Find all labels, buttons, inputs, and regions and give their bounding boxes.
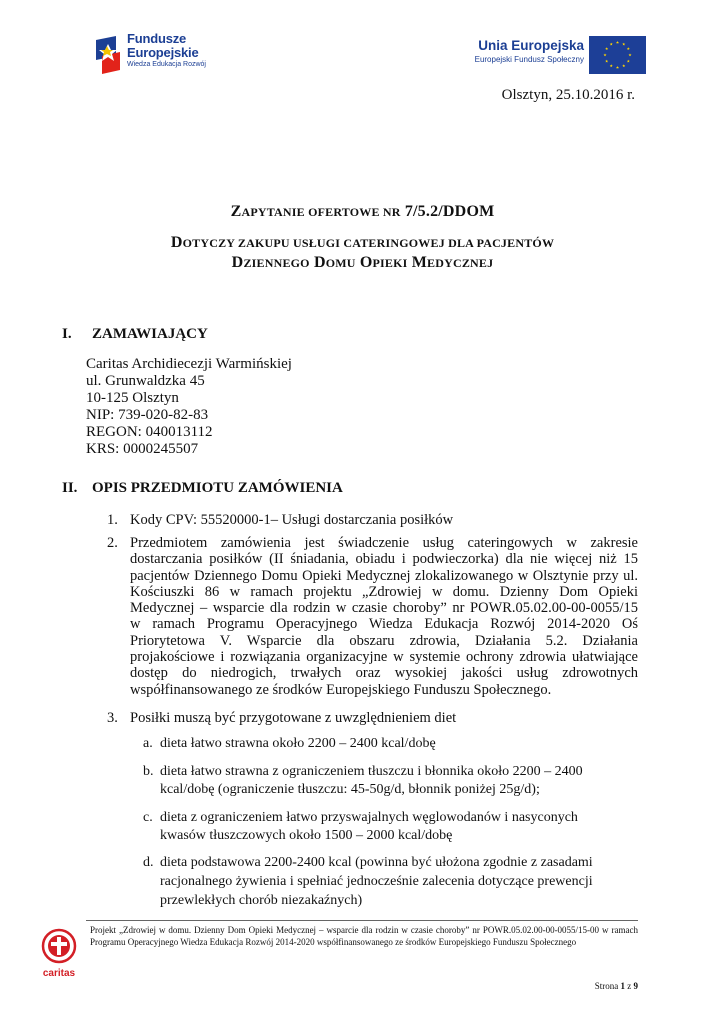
title-smallcaps: ZIENNEGO (243, 256, 310, 270)
list-item-number: 3. (107, 710, 118, 726)
section-2-number: II. (62, 480, 78, 496)
list-item-text: Kody CPV: 55520000-1– Usługi dostarczania posiłków (130, 512, 454, 528)
caritas-wordmark: caritas (42, 968, 76, 979)
unia-europejska-logo (456, 36, 646, 76)
contractor-address (86, 356, 292, 458)
sub-item-letter: c. (143, 810, 153, 825)
paragraph-line: dostęp do niedrogich, trwałych oraz wysokiej jakości usług zdrowotnych (130, 665, 638, 682)
fundusze-europejskie-mark-icon (94, 34, 124, 74)
section-2-heading: OPIS PRZEDMIOTU ZAMÓWIENIA (92, 480, 343, 496)
document-date: Olsztyn, 25.10.2016 r. (501, 87, 635, 103)
diet-b-line: dieta łatwo strawna z ograniczeniem tłuszczu i błonnika około 2200 – 2400 (160, 764, 583, 779)
fe-logo-line2: Europejskie (127, 45, 199, 60)
title-initial: D (231, 254, 244, 271)
list-item-number: 1. (107, 512, 118, 528)
paragraph-line: Medycznej – wsparcie dla rodzin w czasie choroby” nr POWR.05.02.00-00-0055/15 (130, 600, 638, 617)
caritas-logo-icon (38, 928, 80, 980)
paragraph-line: pacjentów Dziennego Domu Opieki Medycznej zlokalizowanego w Olsztynie przy ul. (130, 567, 638, 584)
fe-logo-line1: Fundusze (127, 31, 187, 46)
paragraph-line: projakościowe i rozwiązania organizacyjne w systemie ochrony zdrowia ułatwiające (130, 649, 638, 666)
contractor-regon: REGON: 040013112 (86, 424, 213, 440)
diet-d-line: racjonalnego żywienia i spełniać jednocześnie zalecenia dotyczące prewencji (160, 874, 593, 889)
contractor-krs: KRS: 0000245507 (86, 441, 199, 457)
eu-flag-icon (589, 36, 646, 74)
title-smallcaps: PIEKI (372, 256, 408, 270)
paragraph-line: Priorytetowa V. Wsparcie dla obszaru zdrowia, Działania 5.2. Działania (130, 632, 638, 649)
sub-item-letter: d. (143, 855, 154, 870)
title-smallcaps: OMU (325, 256, 356, 270)
contractor-nip: NIP: 739-020-82-83 (86, 407, 209, 423)
paragraph-line: Przedmiotem zamówienia jest świadczenie usług cateringowych w zakresie (130, 535, 638, 551)
list-item-text: Posiłki muszą być przygotowane z uwzględnieniem diet (130, 710, 457, 726)
title-initial: Z (230, 203, 242, 220)
list-item-paragraph (130, 535, 638, 698)
document-title-line1 (0, 203, 725, 221)
fe-logo-line3: Wiedza Edukacja Rozwój (127, 61, 206, 68)
page-current: 1 (620, 981, 625, 991)
diet-d-line: dieta podstawowa 2200-2400 kcal (powinna być ułożona zgodnie z zasadami (160, 855, 593, 870)
title-initial: D (313, 254, 326, 271)
title-number: 7/5.2/DDOM (400, 203, 495, 220)
page-number (595, 981, 638, 991)
sub-item-letter: a. (143, 736, 153, 751)
fundusze-europejskie-logo (94, 32, 244, 78)
title-smallcaps: OTYCZY ZAKUPU USŁUGI CATERINGOWEJ DLA PACJENTÓW (182, 236, 555, 250)
paragraph-line: współfinansowanego ze środków Europejskiego Funduszu Społecznego. (130, 681, 552, 698)
footer-project-note: Projekt „Zdrowiej w domu. Dzienny Dom Opieki Medycznej – wsparcie dla rodzin w czasie choroby” nr POWR.05.02.00-00-0055/15-00 w ramach Programu Operacyjnego Wiedza Edukacja Rozwój 2014-2020 współfinansowanego ze środków Europejskiego Funduszu Społecznego (90, 925, 638, 947)
document-title-line3 (0, 254, 725, 272)
list-item-number: 2. (107, 535, 118, 551)
section-1-heading: ZAMAWIAJĄCY (92, 326, 208, 342)
footer-divider (86, 920, 638, 921)
diet-d-line: przewlekłych chorób niezakaźnych) (160, 893, 363, 908)
paragraph-line: Kościuszki 86 w ramach projektu „Zdrowiej w domu. Dzienny Dom Opieki (130, 583, 638, 600)
contractor-name: Caritas Archidiecezji Warmińskiej (86, 356, 292, 372)
title-smallcaps: EDYCZNEJ (427, 256, 494, 270)
title-smallcaps: APYTANIE OFERTOWE NR (241, 205, 401, 219)
ue-logo-line2: Europejski Fundusz Społeczny (474, 55, 584, 64)
sub-item-letter: b. (143, 764, 154, 779)
page-sep: z (627, 981, 632, 991)
diet-c-line: dieta z ograniczeniem łatwo przyswajalnych węglowodanów i nasyconych (160, 810, 578, 825)
diet-b-line: kcal/dobę (ograniczenie tłuszczu: 45-50g/d, błonnik poniżej 25g/d); (160, 782, 540, 797)
section-1-number: I. (62, 326, 72, 342)
fundusze-europejskie-wordmark (127, 32, 206, 70)
title-initial: D (170, 234, 183, 251)
document-title-line2 (0, 234, 725, 252)
contractor-city: 10-125 Olsztyn (86, 390, 179, 406)
page-total: 9 (633, 981, 638, 991)
paragraph-line: dostarczania posiłków (II śniadania, obiadu i podwieczorka) dla nie więcej niż 15 (130, 551, 638, 568)
title-initial: M (411, 254, 428, 271)
contractor-street: ul. Grunwaldzka 45 (86, 373, 205, 389)
unia-europejska-wordmark (456, 38, 584, 66)
diet-c-line: kwasów tłuszczowych około 1500 – 2000 kcal/dobę (160, 828, 453, 843)
diet-a-line: dieta łatwo strawna około 2200 – 2400 kcal/dobę (160, 736, 436, 751)
page-prefix: Strona (594, 981, 619, 991)
title-initial: O (359, 254, 373, 271)
ue-logo-line1: Unia Europejska (478, 38, 584, 53)
paragraph-line: w ramach Programu Operacyjnego Wiedza Edukacja Rozwój 2014-2020 Oś (130, 616, 638, 633)
